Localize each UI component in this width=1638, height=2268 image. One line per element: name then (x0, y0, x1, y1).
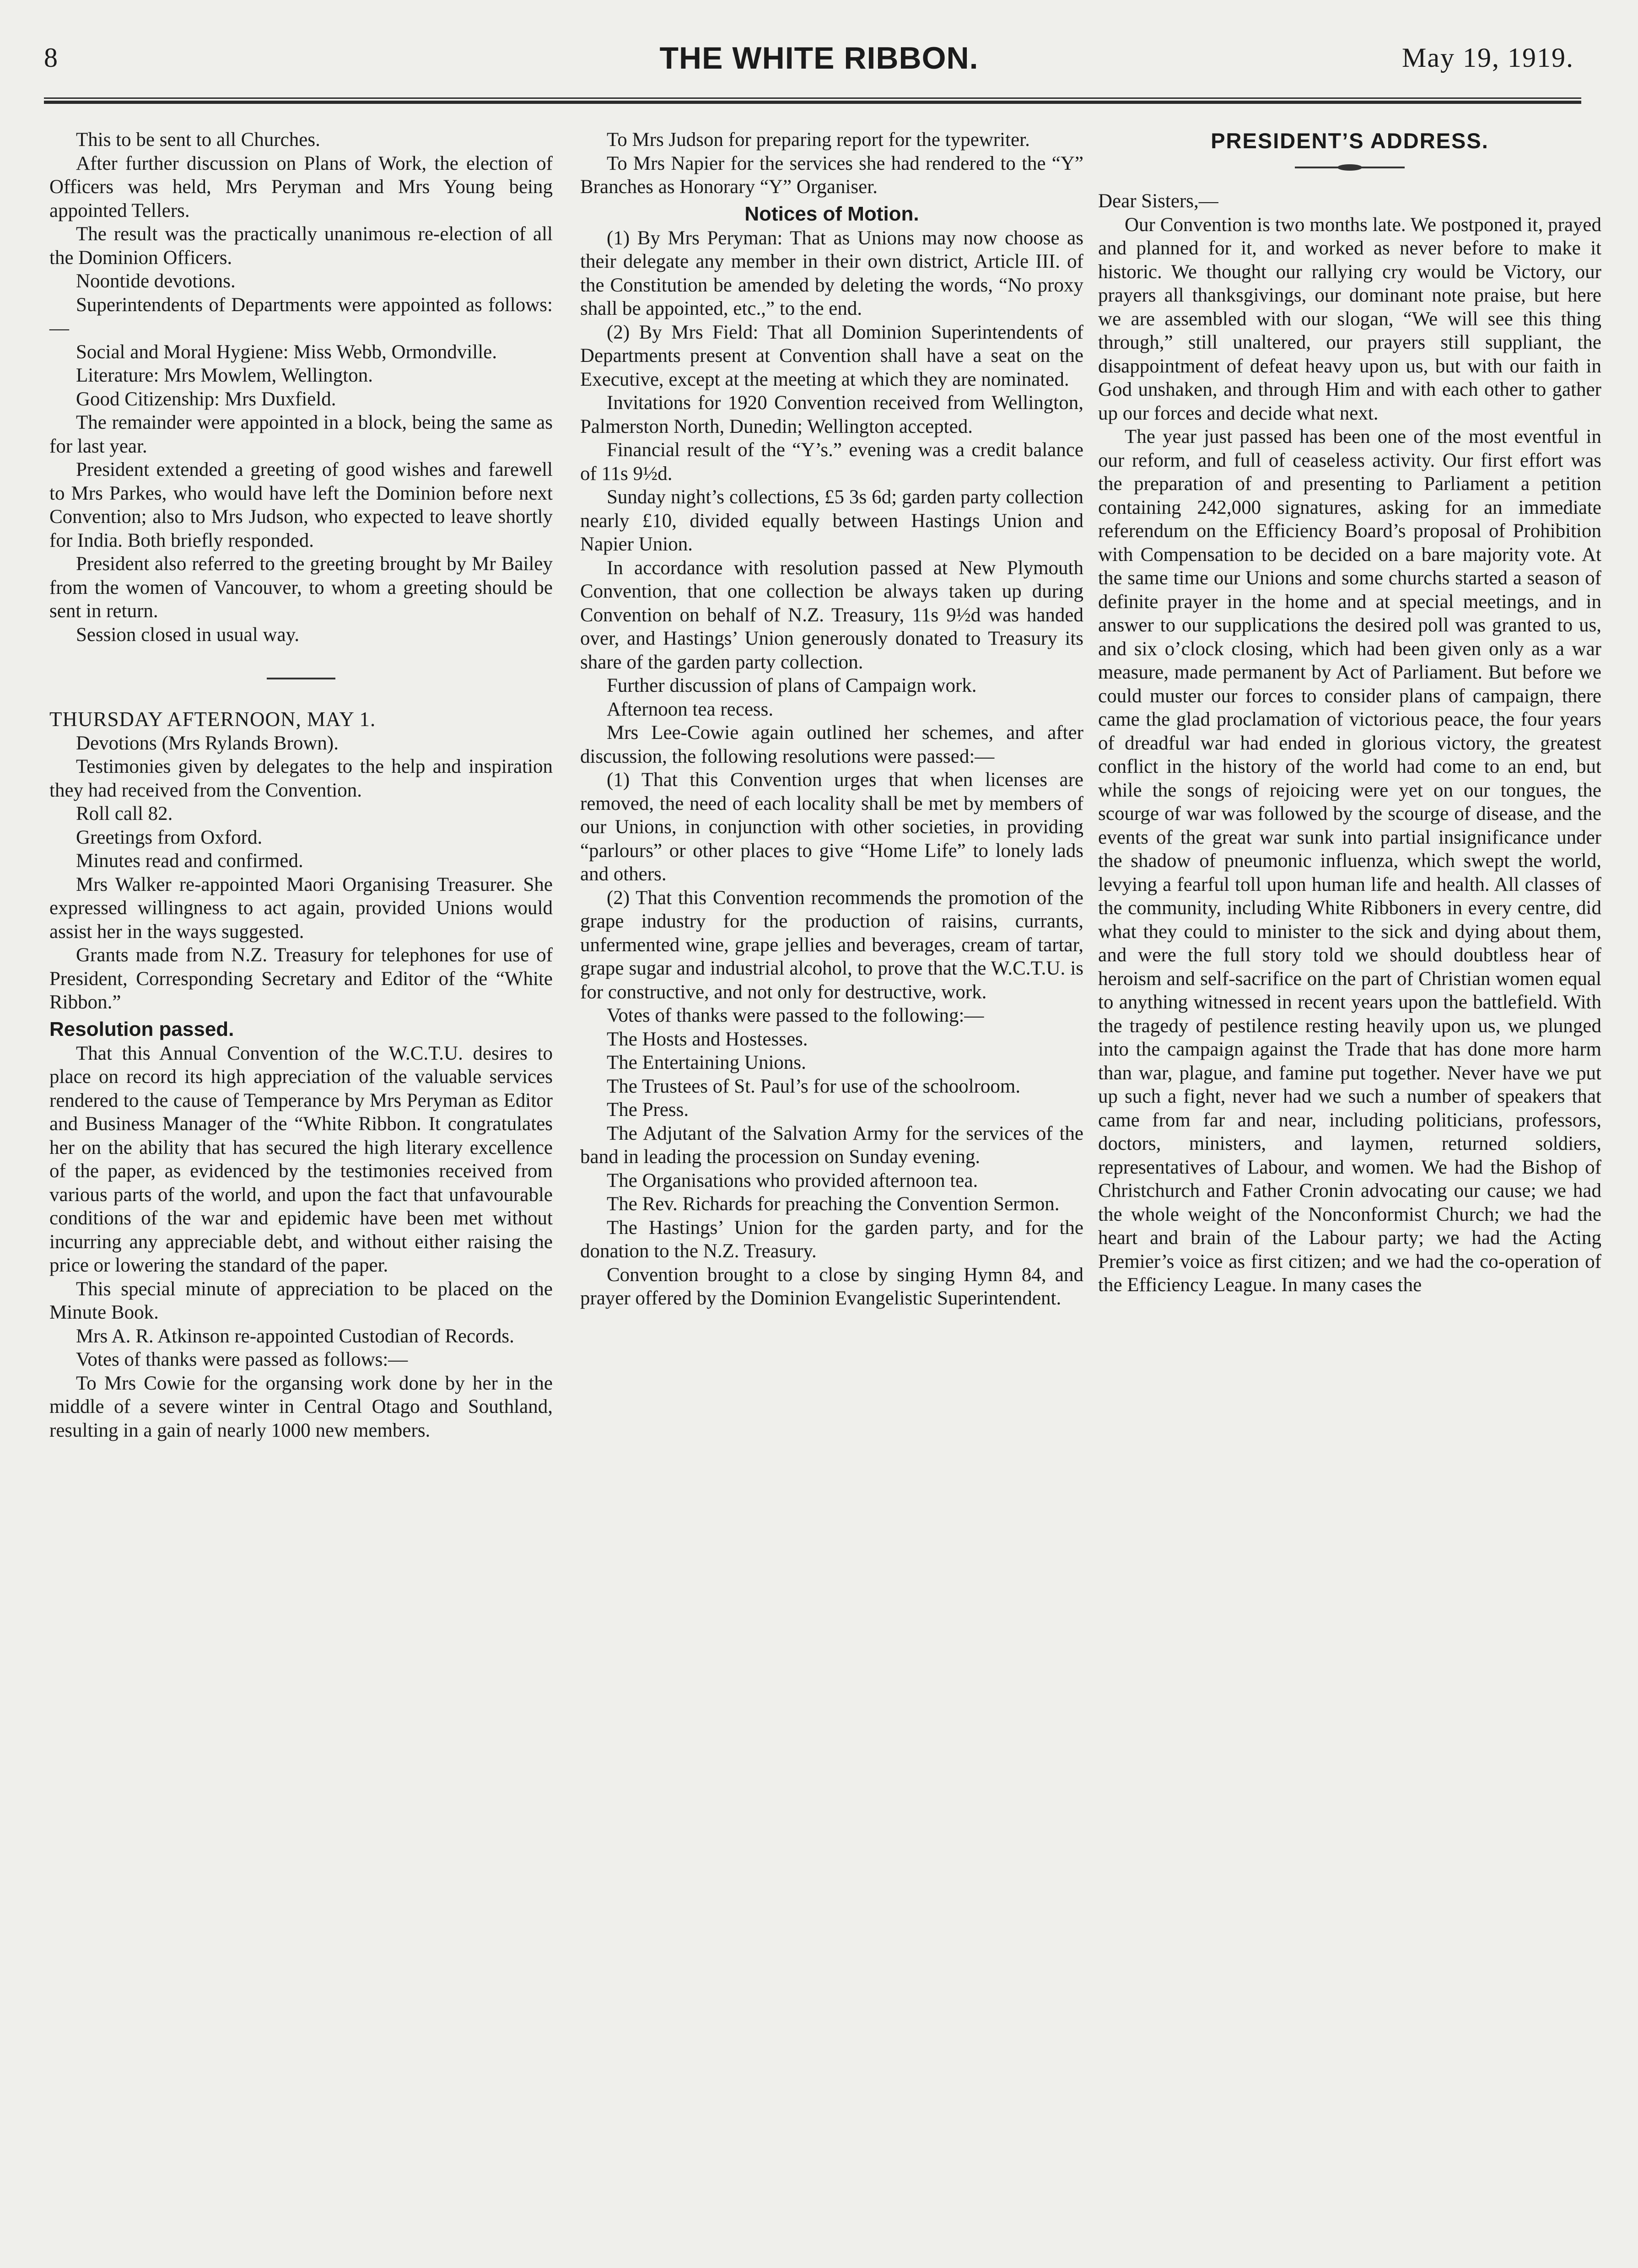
issue-date: May 19, 1919. (1402, 43, 1574, 73)
paragraph: Mrs Lee-Cowie again outlined her schemes, and after discussion, the following resolutions were passed:— (580, 722, 1083, 767)
page-number: 8 (44, 43, 58, 73)
paragraph: Literature: Mrs Mowlem, Wellington. (76, 365, 373, 386)
paragraph: The Organisations who provided afternoon tea. (607, 1169, 978, 1191)
paragraph: Votes of thanks were passed as follows:— (76, 1349, 408, 1370)
paragraph: (1) That this Convention urges that when licenses are removed, the need of each locality shall be met by members of our Unions, in conjunction with other societies, in providing “parlours” or other places to give “Home Life” to lonely lads and others. (580, 769, 1083, 885)
paragraph: The Rev. Richards for preaching the Convention Sermon. (607, 1193, 1060, 1215)
paragraph: Roll call 82. (76, 803, 173, 824)
paragraph: Good Citizenship: Mrs Duxfield. (76, 388, 336, 410)
paragraph: President extended a greeting of good wishes and farewell to Mrs Parkes, who would have left the Dominion before next Convention; also to Mrs Judson, who expected to leave shortly for India. Both briefly responded. (49, 459, 553, 551)
masthead (0, 0, 1638, 105)
header-rule (44, 97, 1581, 104)
newspaper-title: THE WHITE RIBBON. (659, 41, 979, 75)
paragraph: The Hosts and Hostesses. (607, 1028, 808, 1050)
paragraph: Superintendents of Departments were appointed as follows:— (49, 294, 553, 339)
column-middle (580, 128, 1083, 1310)
paragraph: That this Annual Convention of the W.C.T.U. desires to place on record its high appreciation of the valuable services rendered to the cause of Temperance by Mrs Peryman as Editor and Business Manager of the “White Ribbon. It congratulates her on the ability that has secured the high literary excellence of the paper, as evidenced by the testimonies received from various parts of the world, and upon the fact that unfavourable conditions of the war and epidemic have been met without incurring any appreciable debt, and without either raising the price or lowering the standard of the paper. (49, 1042, 553, 1276)
paragraph: Greetings from Oxford. (76, 826, 263, 848)
paragraph: Mrs A. R. Atkinson re-appointed Custodian of Records. (76, 1325, 514, 1347)
paragraph: Minutes read and confirmed. (76, 850, 303, 872)
paragraph: Mrs Walker re-appointed Maori Organising Treasurer. She expressed willingness to act again, provided Unions would assist her in the ways suggested. (49, 873, 553, 943)
section-heading: Notices of Motion. (744, 202, 919, 225)
paragraph: In accordance with resolution passed at New Plymouth Convention, that one collection be always taken up during Convention on behalf of N.Z. Treasury, 11s 9½d was handed over, and Hastings’ Union generously donated to Treasury its share of the garden party collection. (580, 557, 1083, 673)
paragraph: Grants made from N.Z. Treasury for telephones for use of President, Corresponding Secretary and Editor of the “White Ribbon.” (49, 944, 553, 1013)
paragraph: Invitations for 1920 Convention received from Wellington, Palmerston North, Dunedin; Wellington accepted. (580, 392, 1083, 437)
paragraph: Financial result of the “Y’s.” evening was a credit balance of 11s 9½d. (580, 439, 1083, 485)
paragraph: President also referred to the greeting brought by Mr Bailey from the women of Vancouver, to whom a greeting should be sent in return. (49, 553, 553, 622)
section-heading: Resolution passed. (49, 1018, 234, 1040)
paragraph: Session closed in usual way. (76, 624, 300, 646)
paragraph: Devotions (Mrs Rylands Brown). (76, 732, 339, 754)
paragraph: The Adjutant of the Salvation Army for the services of the band in leading the procession on Sunday evening. (580, 1122, 1083, 1168)
paragraph: The Entertaining Unions. (607, 1052, 806, 1073)
paragraph: Noontide devotions. (76, 270, 236, 292)
paragraph: The remainder were appointed in a block, being the same as for last year. (49, 412, 553, 457)
paragraph: To Mrs Cowie for the organsing work done by her in the middle of a severe winter in Central Otago and Southland, resulting in a gain of nearly 1000 new members. (49, 1372, 553, 1441)
paragraph: The year just passed has been one of the most eventful in our reform, and full of ceaseless activity. Our first effort was the preparation of and presenting to Parliament a petition containing 242,000 signatures, asking for an immediate referendum on the Efficiency Board’s proposal of Prohibition with Compensation to be decided on a bare majority vote. At the same time our Unions and some churchs started a season of definite prayer in the home and at special meetings, and in answer to our supplications the desired poll was granted to us, and six o’clock closing, which had been given only as a war measure, made permanent by Act of Parliament. But before we could muster our forces to consider plans of campaign, there came the glad proclamation of victorious peace, the four years of dreadful war had ended in glorious victory, the greatest conflict in the history of the world had come to an end, but while the songs of rejoicing were yet on our tongues, the scourge of war was followed by the scourge of disease, and the events of the great war sunk into partial insignificance under the shadow of pneumonic influenza, which swept the world, levying a fearful toll upon human life and health. All classes of the community, including White Ribboners in every centre, did what they could to minister to the sick and dying about them, and were the full story told we should doubtless hear of heroism and self-sacrifice on the part of Christian women equal to anything witnessed in recent years upon the battlefield. With the tragedy of pestilence resting heavily upon us, we plunged into the campaign against the Trade that has done more harm than war, plague, and famine put together. Never have we put up such a fight, never had we such a number of speakers that came from far and near, including politicians, professors, doctors, ministers, and laymen, returned soldiers, representatives of Labour, and women. We had the Bishop of Christchurch and Father Cronin advocating our cause; we had the whole weight of the Nonconformist Church; we had the heart and brain of the Labour party; we had the Acting Premier’s voice as first citizen; and we had the co-operation of the Efficiency League. In many cases the (1098, 426, 1601, 1296)
column-left (49, 128, 553, 1442)
paragraph: Testimonies given by delegates to the help and inspiration they had received from the Convention. (49, 756, 553, 801)
paragraph: Convention brought to a close by singing Hymn 84, and prayer offered by the Dominion Evangelistic Superintendent. (580, 1264, 1083, 1309)
paragraph: (2) By Mrs Field: That all Dominion Superintendents of Departments present at Convention shall have a seat on the Executive, except at the meeting at which they are nominated. (580, 321, 1083, 390)
paragraph: After further discussion on Plans of Work, the election of Officers was held, Mrs Peryman and Mrs Young being appointed Tellers. (49, 152, 553, 221)
paragraph: Sunday night’s collections, £5 3s 6d; garden party collection nearly £10, divided equally between Hastings Union and Napier Union. (580, 486, 1083, 555)
section-subhead: THURSDAY AFTERNOON, MAY 1. (49, 708, 376, 731)
address-heading: PRESIDENT’S ADDRESS. (1211, 129, 1489, 153)
paragraph: (2) That this Convention recommends the promotion of the grape industry for the production of raisins, currants, unfermented wine, grape jellies and beverages, cream of tartar, grape sugar and industrial alcohol, to prove that the W.C.T.U. is for constructive, and not only for destructive, work. (580, 887, 1083, 1003)
paragraph: This special minute of appreciation to be placed on the Minute Book. (49, 1278, 553, 1323)
ornament-divider (1098, 158, 1601, 178)
paragraph: The Hastings’ Union for the garden party, and for the donation to the N.Z. Treasury. (580, 1217, 1083, 1262)
paragraph: Afternoon tea recess. (607, 698, 774, 720)
paragraph: (1) By Mrs Peryman: That as Unions may now choose as their delegate any member in their own district, Article III. of the Constitution be amended by deleting the words, “No proxy shall be appointed, etc.,” to the end. (580, 227, 1083, 319)
section-divider (267, 678, 335, 679)
column-right (1098, 128, 1601, 1297)
salutation: Dear Sisters,— (1098, 190, 1218, 212)
paragraph: Social and Moral Hygiene: Miss Webb, Ormondville. (76, 341, 497, 363)
paragraph: Votes of thanks were passed to the following:— (607, 1005, 984, 1026)
paragraph: Further discussion of plans of Campaign work. (607, 675, 977, 696)
paragraph: To Mrs Napier for the services she had rendered to the “Y” Branches as Honorary “Y” Organiser. (580, 152, 1083, 198)
paragraph: The result was the practically unanimous re-election of all the Dominion Officers. (49, 223, 553, 269)
paragraph: The Trustees of St. Paul’s for use of the schoolroom. (607, 1075, 1021, 1097)
paragraph: This to be sent to all Churches. (76, 129, 320, 151)
paragraph: Our Convention is two months late. We postponed it, prayed and planned for it, and worked as never before to make it historic. We thought our rallying cry would be Victory, our prayers all thanksgivings, our dominant note praise, but here we are assembled with our slogan, “We will see this thing through,” still unaltered, our prayers still suppliant, the disappointment of defeat heavy upon us, but with our faith in God unshaken, and through Him and with each other to gather up our forces and decide what next. (1098, 214, 1601, 424)
paragraph: To Mrs Judson for preparing report for the typewriter. (607, 129, 1030, 151)
paragraph: The Press. (607, 1099, 689, 1121)
